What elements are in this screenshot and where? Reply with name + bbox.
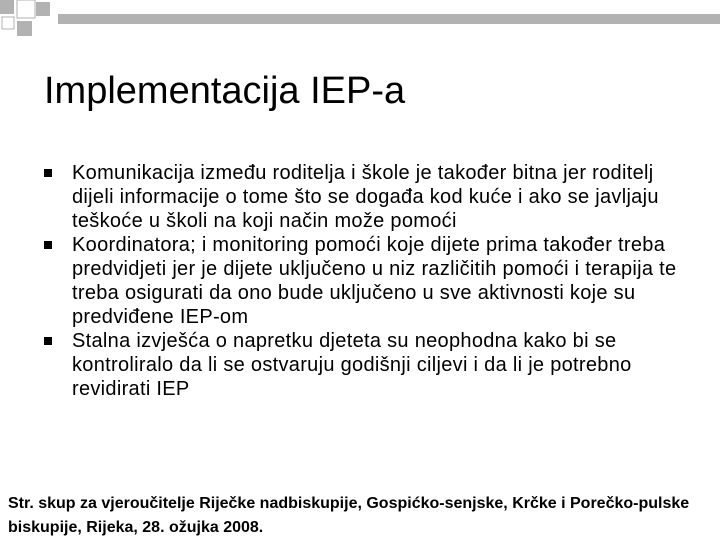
list-item — [44, 161, 694, 233]
slide-title: Implementacija IEP-a — [44, 70, 406, 112]
bullet-list — [44, 161, 694, 401]
footer-citation — [8, 492, 718, 540]
bullet-text: Stalna izvješća o napretku djeteta su neophodna kako bi se kontroliralo da li se ostvaruju godišnji ciljevi i da li je potrebno revidirati IEP — [72, 330, 632, 400]
footer-line: Str. skup za vjeroučitelje Riječke nadbiskupije, Gospićko-senjske, Krčke i Porečko-pulske — [8, 495, 690, 512]
deco-band — [58, 14, 720, 24]
deco-square — [0, 0, 14, 14]
bullet-text: Komunikacija između roditelja i škole je također bitna jer roditelj dijeli informacije o tome što se događa kod kuće i ako se javljaju teškoće u školi na koji način može pomoći — [72, 162, 659, 232]
square-bullet-icon — [44, 241, 52, 249]
list-item — [44, 233, 694, 329]
square-bullet-icon — [44, 169, 52, 177]
deco-square — [36, 2, 50, 16]
deco-square — [17, 21, 32, 36]
list-item — [44, 329, 694, 401]
deco-square — [17, 0, 35, 18]
bullet-text: Koordinatora; i monitoring pomoći koje dijete prima također treba predvidjeti jer je dijete uključeno u niz različitih pomoći i terapija te treba osigurati da ono bude uključeno u sve aktivnosti koje su predviđene IEP-om — [72, 234, 677, 328]
square-bullet-icon — [44, 337, 52, 345]
corner-decoration — [0, 0, 720, 40]
footer-line: biskupije, Rijeka, 28. ožujka 2008. — [8, 519, 264, 536]
deco-square — [2, 17, 14, 29]
